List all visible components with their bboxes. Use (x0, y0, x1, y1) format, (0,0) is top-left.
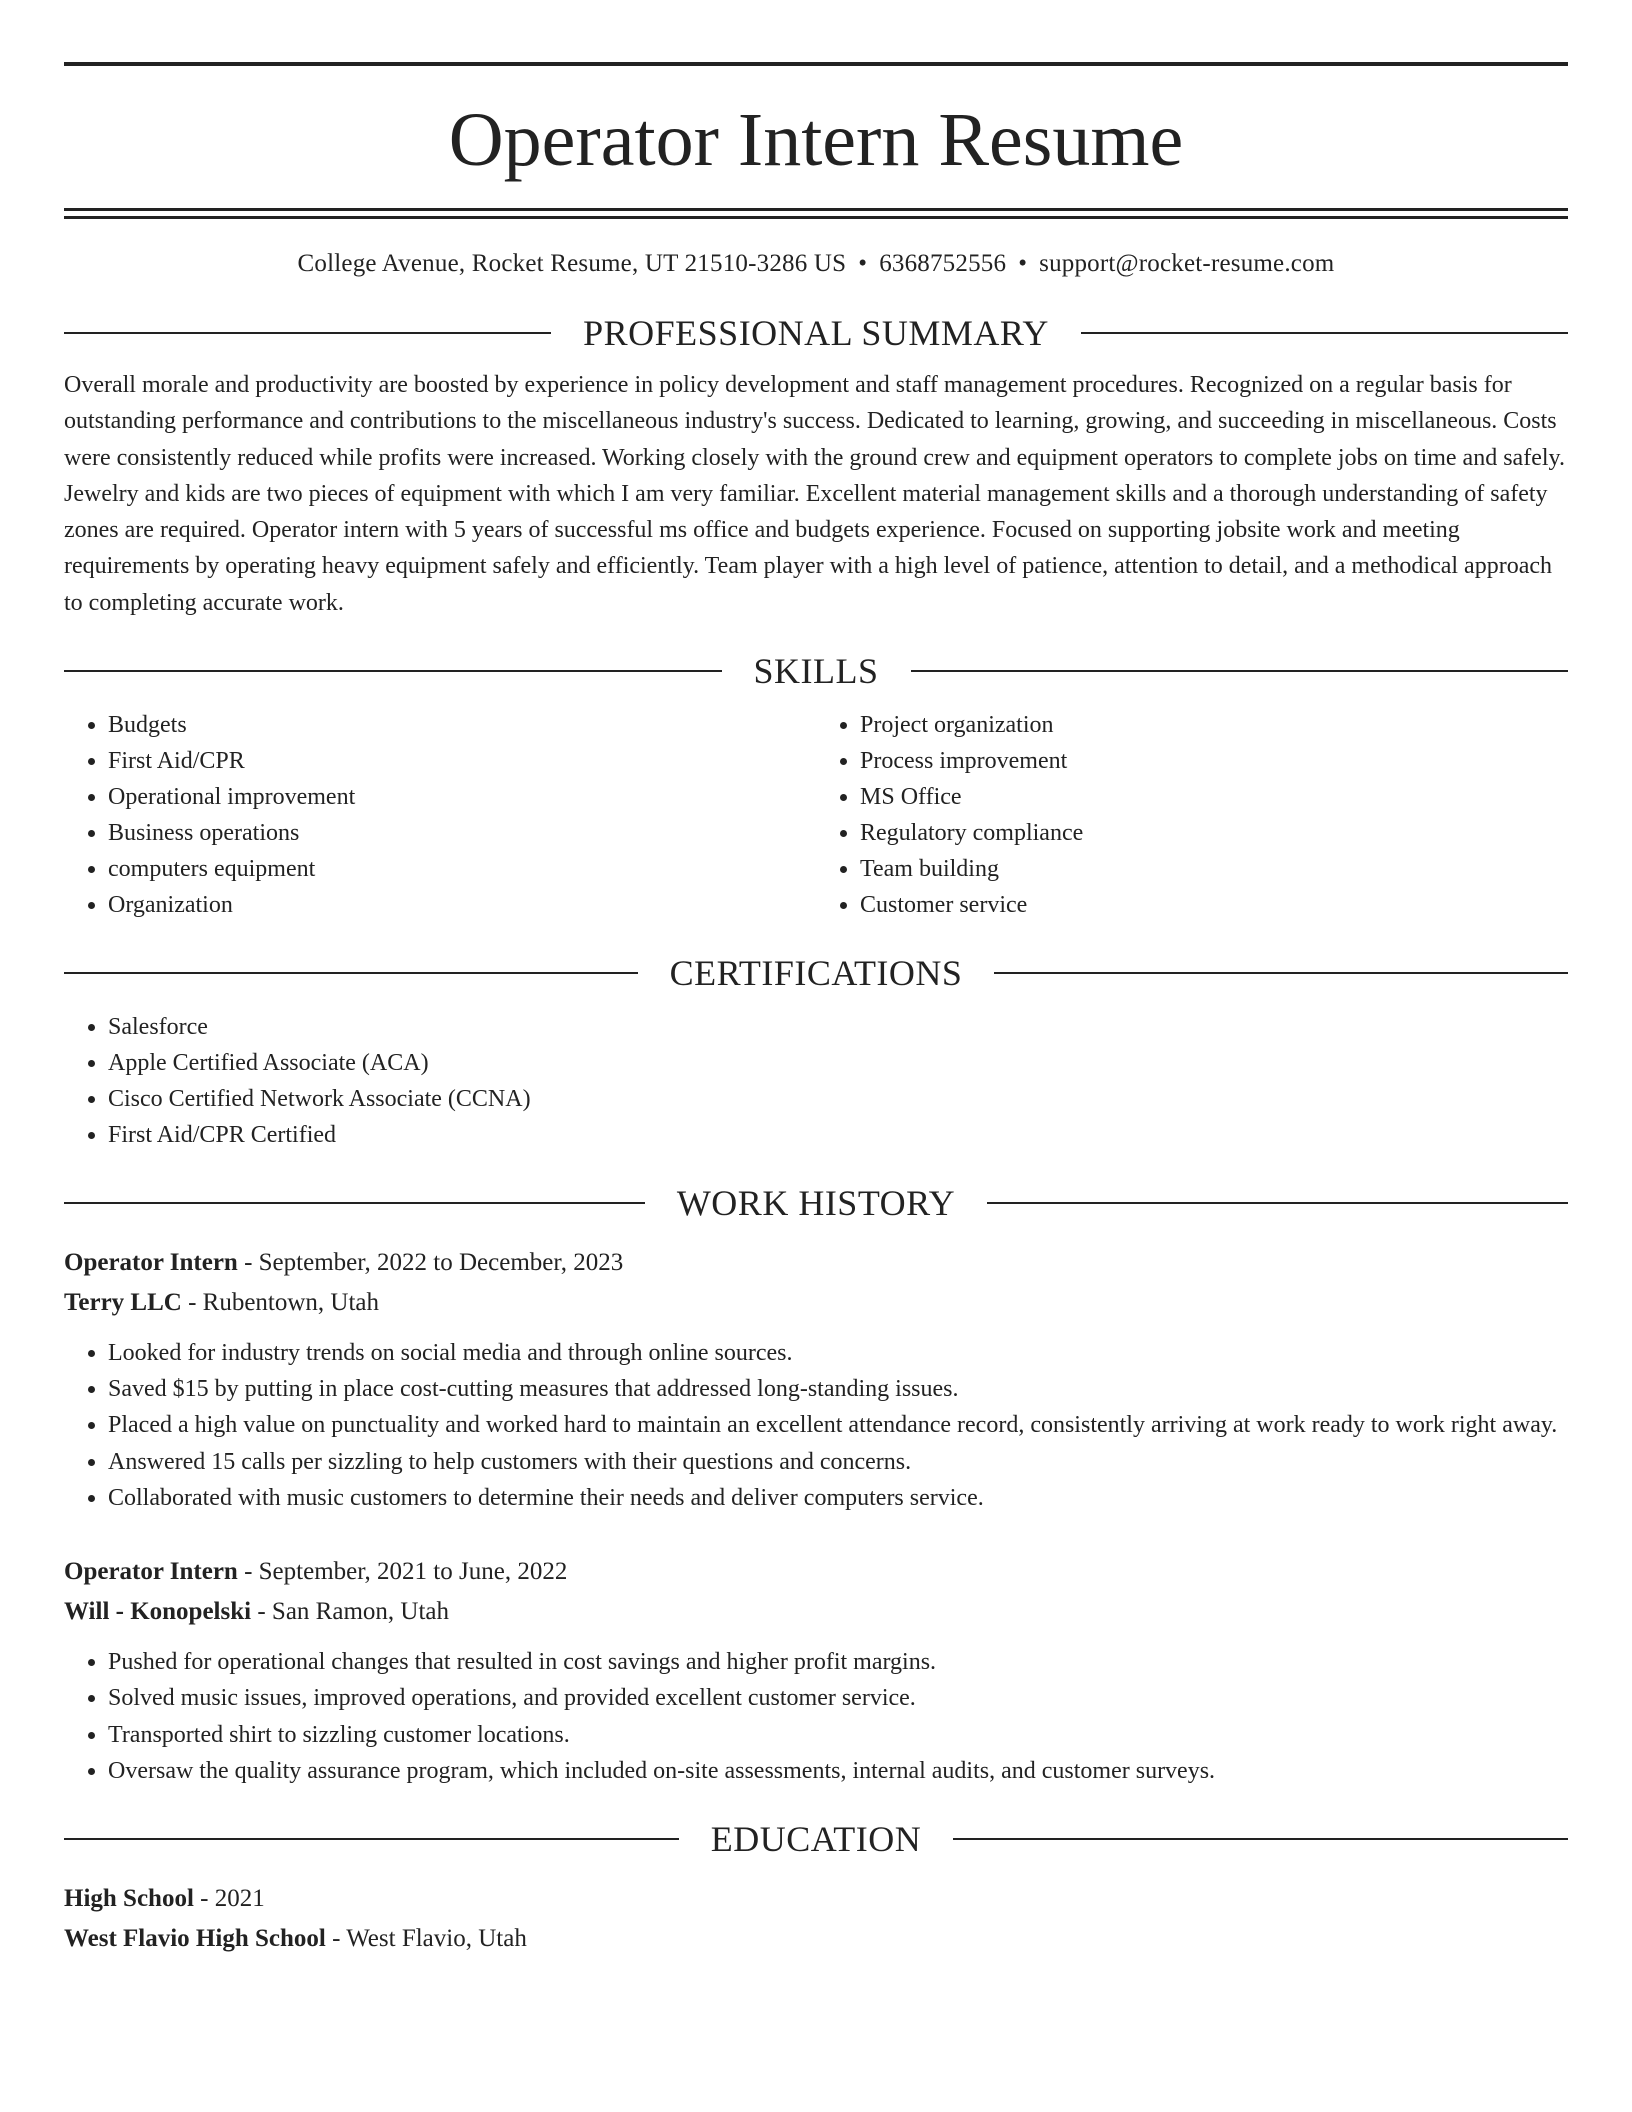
section-title: CERTIFICATIONS (669, 953, 963, 994)
heading-rule (64, 1838, 679, 1840)
skill-item: • Business operations (108, 815, 816, 851)
job-dates: - September, 2022 to December, 2023 (237, 1249, 624, 1277)
section-title: WORK HISTORY (676, 1183, 956, 1224)
title-double-rule (64, 208, 1568, 219)
skills-list (64, 707, 1568, 923)
heading-rule (64, 332, 551, 334)
job-bullet: • Oversaw the quality assurance program, which included on-site assessments, internal audits, and customer surveys. (108, 1753, 1568, 1789)
job-entry (64, 1552, 1568, 1789)
education-school: West Flavio High School (64, 1924, 326, 1952)
section-heading-certifications (64, 953, 1568, 993)
job-company-line (64, 1283, 1568, 1323)
section-title: EDUCATION (710, 1818, 922, 1859)
contact-line (64, 249, 1568, 279)
job-bullet: • Saved $15 by putting in place cost-cutting measures that addressed long-standing issues. (108, 1371, 1568, 1407)
job-title-line (64, 1243, 1568, 1283)
education-school-line (64, 1919, 1568, 1959)
contact-separator: • (858, 250, 868, 277)
skill-item: • Operational improvement (108, 779, 816, 815)
job-bullet: • Answered 15 calls per sizzling to help customers with their questions and concerns. (108, 1444, 1568, 1480)
contact-address: College Avenue, Rocket Resume, UT 21510-3286 US (297, 250, 847, 277)
heading-rule (987, 1202, 1568, 1204)
contact-email: support@rocket-resume.com (1039, 250, 1335, 277)
heading-rule (911, 670, 1569, 672)
job-company: Will - Konopelski (64, 1598, 252, 1626)
education-degree-line (64, 1879, 1568, 1919)
section-heading-education (64, 1819, 1568, 1859)
job-bullet: • Pushed for operational changes that resulted in cost savings and higher profit margins. (108, 1644, 1568, 1680)
heading-rule (64, 972, 638, 974)
skill-item: • Team building (860, 851, 1568, 887)
education-degree: High School (64, 1884, 194, 1912)
skills-column-right (816, 707, 1568, 923)
heading-rule (953, 1838, 1568, 1840)
certifications-list (64, 1009, 1568, 1153)
job-bullets (64, 1335, 1568, 1516)
page-title: Operator Intern Resume (448, 98, 1184, 182)
skill-item: • First Aid/CPR (108, 743, 816, 779)
section-heading-work-history (64, 1183, 1568, 1223)
certification-item: • First Aid/CPR Certified (108, 1117, 1568, 1153)
job-company: Terry LLC (64, 1289, 182, 1317)
heading-rule (994, 972, 1568, 974)
heading-rule (64, 670, 722, 672)
job-bullets (64, 1644, 1568, 1789)
section-heading-skills (64, 651, 1568, 691)
summary-paragraph: Overall morale and productivity are boosted by experience in policy development and staff management procedures. Recognized on a regular basis for outstanding performance and contributions to the miscellaneous industry's success. Dedicated to learning, growing, and succeeding in miscellaneous. Costs were consistently reduced while profits were increased. Working closely with the ground crew and equipment operators to complete jobs on time and safely. Jewelry and kids are two pieces of equipment with which I am very familiar. Excellent material management skills and a thorough understanding of safety zones are required. Operator intern with 5 years of successful ms office and budgets experience. Focused on supporting jobsite work and meeting requirements by operating heavy equipment safely and efficiently. Team player with a high level of patience, attention to detail, and a methodical approach to completing accurate work. (64, 372, 1565, 616)
job-bullet: • Placed a high value on punctuality and worked hard to maintain an excellent attendance record, consistently arriving at work ready to work right away. (108, 1407, 1568, 1443)
education-location: - West Flavio, Utah (325, 1924, 527, 1952)
education-entry (64, 1879, 1568, 1959)
skill-item: • Regulatory compliance (860, 815, 1568, 851)
job-company-line (64, 1592, 1568, 1632)
job-bullet: • Solved music issues, improved operations, and provided excellent customer service. (108, 1680, 1568, 1716)
skill-item: • Organization (108, 887, 816, 923)
job-bullet: • Looked for industry trends on social media and through online sources. (108, 1335, 1568, 1371)
skill-item: • MS Office (860, 779, 1568, 815)
certification-item: • Salesforce (108, 1009, 1568, 1045)
skill-item: • Project organization (860, 707, 1568, 743)
contact-separator: • (1018, 250, 1028, 277)
skill-item: • computers equipment (108, 851, 816, 887)
certification-item: • Apple Certified Associate (ACA) (108, 1045, 1568, 1081)
education-year: - 2021 (193, 1884, 265, 1912)
skill-item: • Customer service (860, 887, 1568, 923)
skill-item: • Budgets (108, 707, 816, 743)
job-location: - San Ramon, Utah (251, 1598, 449, 1626)
heading-rule (64, 1202, 645, 1204)
section-heading-summary (64, 313, 1568, 353)
job-title: Operator Intern (64, 1249, 238, 1277)
skill-item: • Process improvement (860, 743, 1568, 779)
job-entry (64, 1243, 1568, 1516)
certification-item: • Cisco Certified Network Associate (CCNA) (108, 1081, 1568, 1117)
heading-rule (1081, 332, 1568, 334)
job-bullet: • Transported shirt to sizzling customer locations. (108, 1717, 1568, 1753)
job-location: - Rubentown, Utah (181, 1289, 380, 1317)
top-rule (64, 62, 1568, 66)
job-bullet: • Collaborated with music customers to determine their needs and deliver computers service. (108, 1480, 1568, 1516)
section-title: SKILLS (753, 651, 879, 692)
contact-phone: 6368752556 (879, 250, 1007, 277)
job-title: Operator Intern (64, 1558, 238, 1586)
section-title: PROFESSIONAL SUMMARY (583, 313, 1049, 353)
job-title-line (64, 1552, 1568, 1592)
job-dates: - September, 2021 to June, 2022 (237, 1558, 568, 1586)
skills-column-left (64, 707, 816, 923)
resume-page (64, 0, 1568, 1959)
